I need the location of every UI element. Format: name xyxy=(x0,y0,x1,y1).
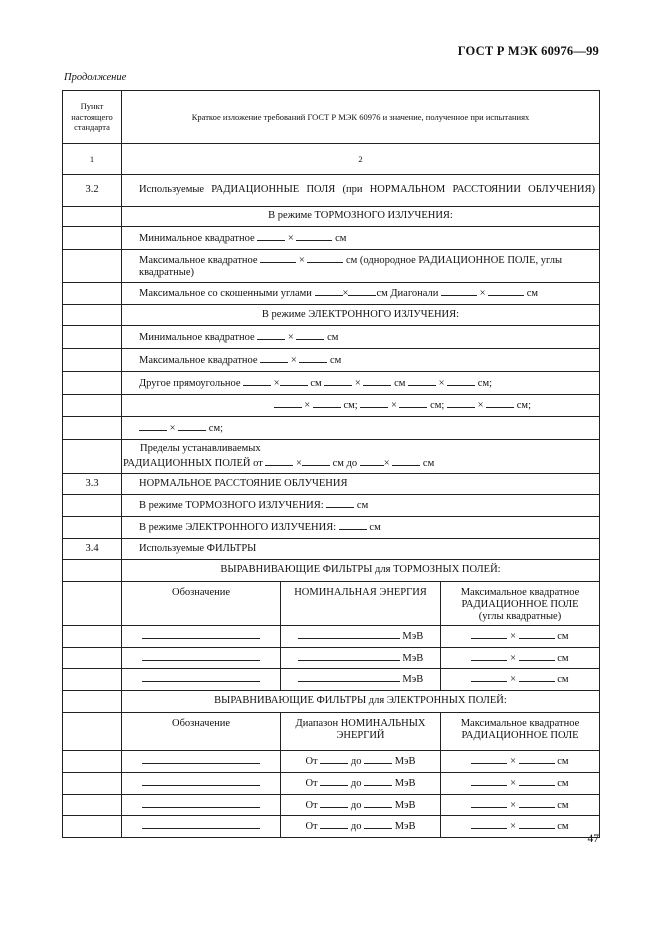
page-number: 47 xyxy=(587,833,599,845)
section-title: НОРМАЛЬНОЕ РАССТОЯНИЕ ОБЛУЧЕНИЯ xyxy=(122,474,600,495)
table-row xyxy=(63,283,600,305)
fill-blank[interactable] xyxy=(360,398,388,408)
fill-blank[interactable] xyxy=(265,456,293,466)
fill-blank[interactable] xyxy=(447,376,475,386)
form-line: Минимальное квадратное × см xyxy=(122,227,600,250)
form-line: Максимальное квадратное × см (однородное РАДИАЦИОННОЕ ПОЛЕ, углы квадратные) xyxy=(122,250,600,283)
fill-blank[interactable] xyxy=(280,376,308,386)
fill-blank[interactable] xyxy=(178,421,206,431)
form-line: Максимальное квадратное × см xyxy=(122,349,600,372)
fill-blank[interactable] xyxy=(519,819,555,829)
column-header-designation: Обозначение xyxy=(122,582,281,626)
fill-blank[interactable] xyxy=(399,398,427,408)
table-row xyxy=(63,517,600,539)
table-row xyxy=(63,207,600,227)
fill-blank[interactable] xyxy=(260,253,296,263)
table-row xyxy=(63,395,600,417)
table-row: От до МэВ × см xyxy=(63,773,600,795)
fill-blank[interactable] xyxy=(257,231,285,241)
fill-blank[interactable] xyxy=(488,286,524,296)
column-number-2: 2 xyxy=(122,144,600,175)
fill-blank[interactable] xyxy=(471,672,507,682)
table-row: От до МэВ × см xyxy=(63,795,600,816)
table-row xyxy=(63,349,600,372)
fill-blank[interactable] xyxy=(320,798,348,808)
clause-number: 3.3 xyxy=(63,474,122,495)
fill-blank[interactable] xyxy=(142,754,260,764)
table-row xyxy=(63,474,600,495)
table-row xyxy=(63,691,600,713)
fill-blank[interactable] xyxy=(257,330,285,340)
fill-blank[interactable] xyxy=(296,330,324,340)
fill-blank[interactable] xyxy=(260,353,288,363)
form-line: × см; xyxy=(122,417,600,440)
fill-blank[interactable] xyxy=(142,776,260,786)
document-header-title: ГОСТ Р МЭК 60976—99 xyxy=(457,44,599,58)
fill-blank[interactable] xyxy=(408,376,436,386)
fill-blank[interactable] xyxy=(519,776,555,786)
table-row xyxy=(63,560,600,582)
form-line: В режиме ЭЛЕКТРОННОГО ИЗЛУЧЕНИЯ: см xyxy=(122,517,600,539)
fill-blank[interactable] xyxy=(313,398,341,408)
fill-blank[interactable] xyxy=(364,819,392,829)
fill-blank[interactable] xyxy=(296,231,332,241)
fill-blank[interactable] xyxy=(364,754,392,764)
fill-blank[interactable] xyxy=(519,672,555,682)
table-row xyxy=(63,539,600,560)
table-row: От до МэВ × см xyxy=(63,816,600,838)
fill-blank[interactable] xyxy=(298,629,400,639)
fill-blank[interactable] xyxy=(519,651,555,661)
table-row xyxy=(63,175,600,207)
fill-blank[interactable] xyxy=(298,672,400,682)
fill-blank[interactable] xyxy=(363,376,391,386)
form-line: Максимальное со скошенными углами × см Диагонали × см xyxy=(122,283,600,305)
fill-blank[interactable] xyxy=(320,776,348,786)
column-number-1: 1 xyxy=(63,144,122,175)
section-title: Используемые РАДИАЦИОННЫЕ ПОЛЯ (при НОРМАЛЬНОМ РАССТОЯНИИ ОБЛУЧЕНИЯ) xyxy=(122,175,600,207)
fill-blank[interactable] xyxy=(142,798,260,808)
subsection-header: ВЫРАВНИВАЮЩИЕ ФИЛЬТРЫ для ЭЛЕКТРОННЫХ ПОЛЕЙ: xyxy=(122,691,600,713)
filter-column-header-row xyxy=(63,713,600,751)
fill-blank[interactable] xyxy=(326,498,354,508)
form-line: × см; × см; × см; xyxy=(122,395,600,417)
fill-blank[interactable] xyxy=(348,286,376,296)
header-summary-column: Краткое изложение требований ГОСТ Р МЭК 60976 и значение, полученное при испытаниях xyxy=(122,91,600,144)
fill-blank[interactable] xyxy=(302,456,330,466)
filter-column-header-row xyxy=(63,582,600,626)
fill-blank[interactable] xyxy=(471,651,507,661)
fill-blank[interactable] xyxy=(471,819,507,829)
table-row xyxy=(63,250,600,283)
table-row: МэВ × см xyxy=(63,669,600,691)
header-clause-column: Пункт настоящего стандарта xyxy=(63,91,122,144)
fill-blank[interactable] xyxy=(364,776,392,786)
fill-blank[interactable] xyxy=(519,754,555,764)
fill-blank[interactable] xyxy=(471,629,507,639)
fill-blank[interactable] xyxy=(364,798,392,808)
form-line: Пределы устанавливаемых РАДИАЦИОННЫХ ПОЛЕЙ от × см до × см xyxy=(122,440,600,474)
fill-blank[interactable] xyxy=(519,798,555,808)
table-header-row xyxy=(63,91,600,144)
fill-blank[interactable] xyxy=(486,398,514,408)
fill-blank[interactable] xyxy=(320,819,348,829)
column-header-max-square: Максимальное квадратное РАДИАЦИОННОЕ ПОЛЕ xyxy=(441,713,600,751)
fill-blank[interactable] xyxy=(298,651,400,661)
fill-blank[interactable] xyxy=(471,798,507,808)
form-line: Другое прямоугольное × см × см × см; xyxy=(122,372,600,395)
clause-number: 3.2 xyxy=(63,175,122,207)
column-header-nominal-energy: НОМИНАЛЬНАЯ ЭНЕРГИЯ xyxy=(281,582,441,626)
column-header-max-square: Максимальное квадратное РАДИАЦИОННОЕ ПОЛЕ (углы квадратные) xyxy=(441,582,600,626)
table-row: МэВ × см xyxy=(63,648,600,669)
form-line: Минимальное квадратное × см xyxy=(122,326,600,349)
continuation-label: Продолжение xyxy=(64,72,127,83)
table-row xyxy=(63,417,600,440)
fill-blank[interactable] xyxy=(299,353,327,363)
fill-blank[interactable] xyxy=(139,421,167,431)
fill-blank[interactable] xyxy=(392,456,420,466)
clause-number: 3.4 xyxy=(63,539,122,560)
table-row xyxy=(63,495,600,517)
fill-blank[interactable] xyxy=(320,754,348,764)
column-number-row xyxy=(63,144,600,175)
table-row xyxy=(63,326,600,349)
fill-blank[interactable] xyxy=(142,672,260,682)
fill-blank[interactable] xyxy=(274,398,302,408)
fill-blank[interactable] xyxy=(142,629,260,639)
subsection-header: В режиме ТОРМОЗНОГО ИЗЛУЧЕНИЯ: xyxy=(122,207,600,227)
fill-blank[interactable] xyxy=(519,629,555,639)
fill-blank[interactable] xyxy=(441,286,477,296)
column-header-designation: Обозначение xyxy=(122,713,281,751)
fill-blank[interactable] xyxy=(142,819,260,829)
section-title: Используемые ФИЛЬТРЫ xyxy=(122,539,600,560)
fill-blank[interactable] xyxy=(471,776,507,786)
fill-blank[interactable] xyxy=(339,520,367,530)
fill-blank[interactable] xyxy=(471,754,507,764)
subsection-header: В режиме ЭЛЕКТРОННОГО ИЗЛУЧЕНИЯ: xyxy=(122,305,600,326)
subsection-header: ВЫРАВНИВАЮЩИЕ ФИЛЬТРЫ для ТОРМОЗНЫХ ПОЛЕЙ: xyxy=(122,560,600,582)
table-row: МэВ × см xyxy=(63,626,600,648)
fill-blank[interactable] xyxy=(315,286,343,296)
fill-blank[interactable] xyxy=(360,456,384,466)
form-line: В режиме ТОРМОЗНОГО ИЗЛУЧЕНИЯ: см xyxy=(122,495,600,517)
table-row xyxy=(63,440,600,474)
table-row: От до МэВ × см xyxy=(63,751,600,773)
fill-blank[interactable] xyxy=(307,253,343,263)
table-row xyxy=(63,227,600,250)
fill-blank[interactable] xyxy=(447,398,475,408)
column-header-energy-range: Диапазон НОМИНАЛЬНЫХ ЭНЕРГИЙ xyxy=(281,713,441,751)
fill-blank[interactable] xyxy=(324,376,352,386)
fill-blank[interactable] xyxy=(243,376,271,386)
requirements-table xyxy=(62,90,600,838)
table-row xyxy=(63,372,600,395)
table-row xyxy=(63,305,600,326)
fill-blank[interactable] xyxy=(142,651,260,661)
